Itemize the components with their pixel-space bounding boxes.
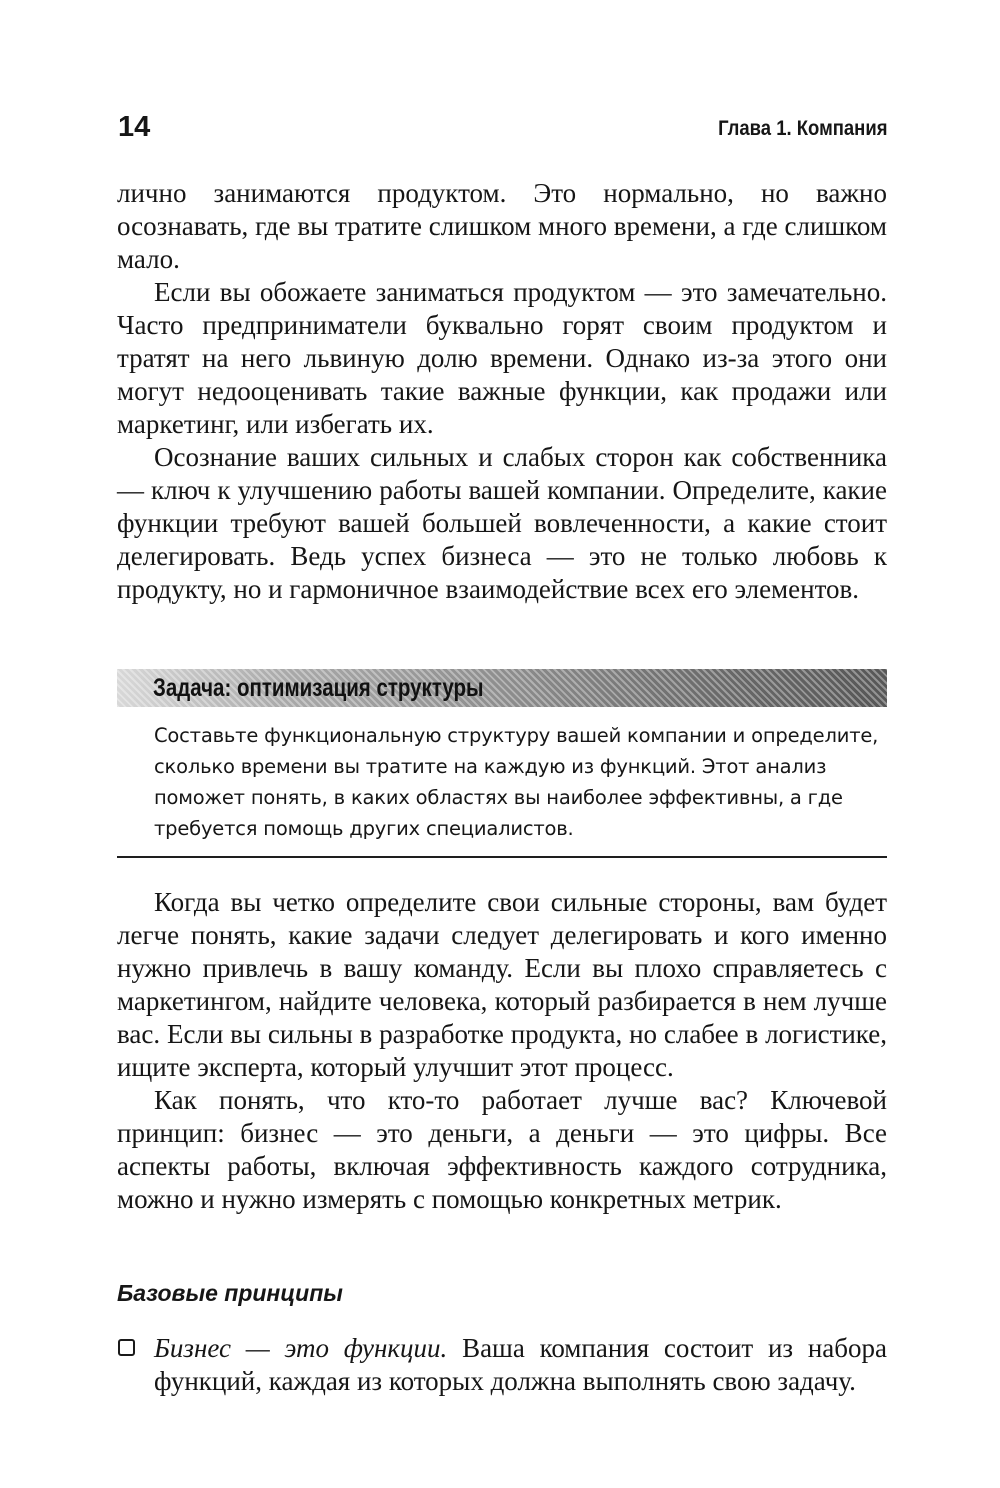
- bullet-body: Ваша компания состоит из набора функций, каждая из которых должна выполнять свою задачу.: [154, 1333, 887, 1396]
- task-title-bar: [117, 669, 887, 707]
- section-heading: Базовые принципы: [117, 1280, 343, 1306]
- bullet-lead: Бизнес — это функции.: [154, 1333, 448, 1363]
- task-box: [117, 669, 887, 858]
- checkbox-icon: [118, 1339, 135, 1356]
- bullet-text: [154, 1332, 887, 1398]
- paragraph: Осознание ваших сильных и слабых сторон как собственника — ключ к улучшению работы вашей компании. Определите, какие функции требуют вашей большей вовлеченности, а какие стоит делегировать. Ведь успех бизнеса — это не только любовь к продукту, но и гармоничное взаимодействие всех его элементов.: [117, 442, 887, 604]
- page-header: [118, 111, 887, 147]
- paragraph: лично занимаются продуктом. Это нормально, но важно осознавать, где вы тратите слишком много времени, а где слишком мало.: [117, 178, 887, 274]
- body-text-bottom: [117, 886, 887, 1216]
- paragraph: Как понять, что кто-то работает лучше вас? Ключевой принцип: бизнес — это деньги, а деньги — это цифры. Все аспекты работы, включая эффективность каждого сотрудника, можно и нужно измерять с помощью конкретных метрик.: [117, 1085, 887, 1214]
- paragraph: Если вы обожаете заниматься продуктом — это замечательно. Часто предприниматели буквально горят своим продуктом и тратят на него львиную долю времени. Однако из-за этого они могут недооценивать такие важные функции, как продажи или маркетинг, или избегать их.: [117, 277, 887, 439]
- paragraph: Когда вы четко определите свои сильные стороны, вам будет легче понять, какие задачи следует делегировать и кого именно нужно привлечь в вашу команду. Если вы плохо справляетесь с маркетингом, найдите человека, который разбирается в нем лучше вас. Если вы сильны в разработке продукта, но слабее в логистике, ищите эксперта, который улучшит этот процесс.: [117, 887, 887, 1082]
- list-item: [117, 1332, 887, 1398]
- page-number: 14: [118, 111, 151, 143]
- task-text: Составьте функциональную структуру вашей компании и определите, сколько времени вы тратите на каждую из функций. Этот анализ поможет понять, в каких областях вы наиболее эффективны, а где требуется помощь других специалистов.: [154, 724, 879, 840]
- body-text-top: [117, 177, 887, 606]
- task-title: Задача: оптимизация структуры: [153, 674, 484, 702]
- running-head: Глава 1. Компания: [717, 117, 887, 140]
- task-bottom-rule: [117, 856, 887, 858]
